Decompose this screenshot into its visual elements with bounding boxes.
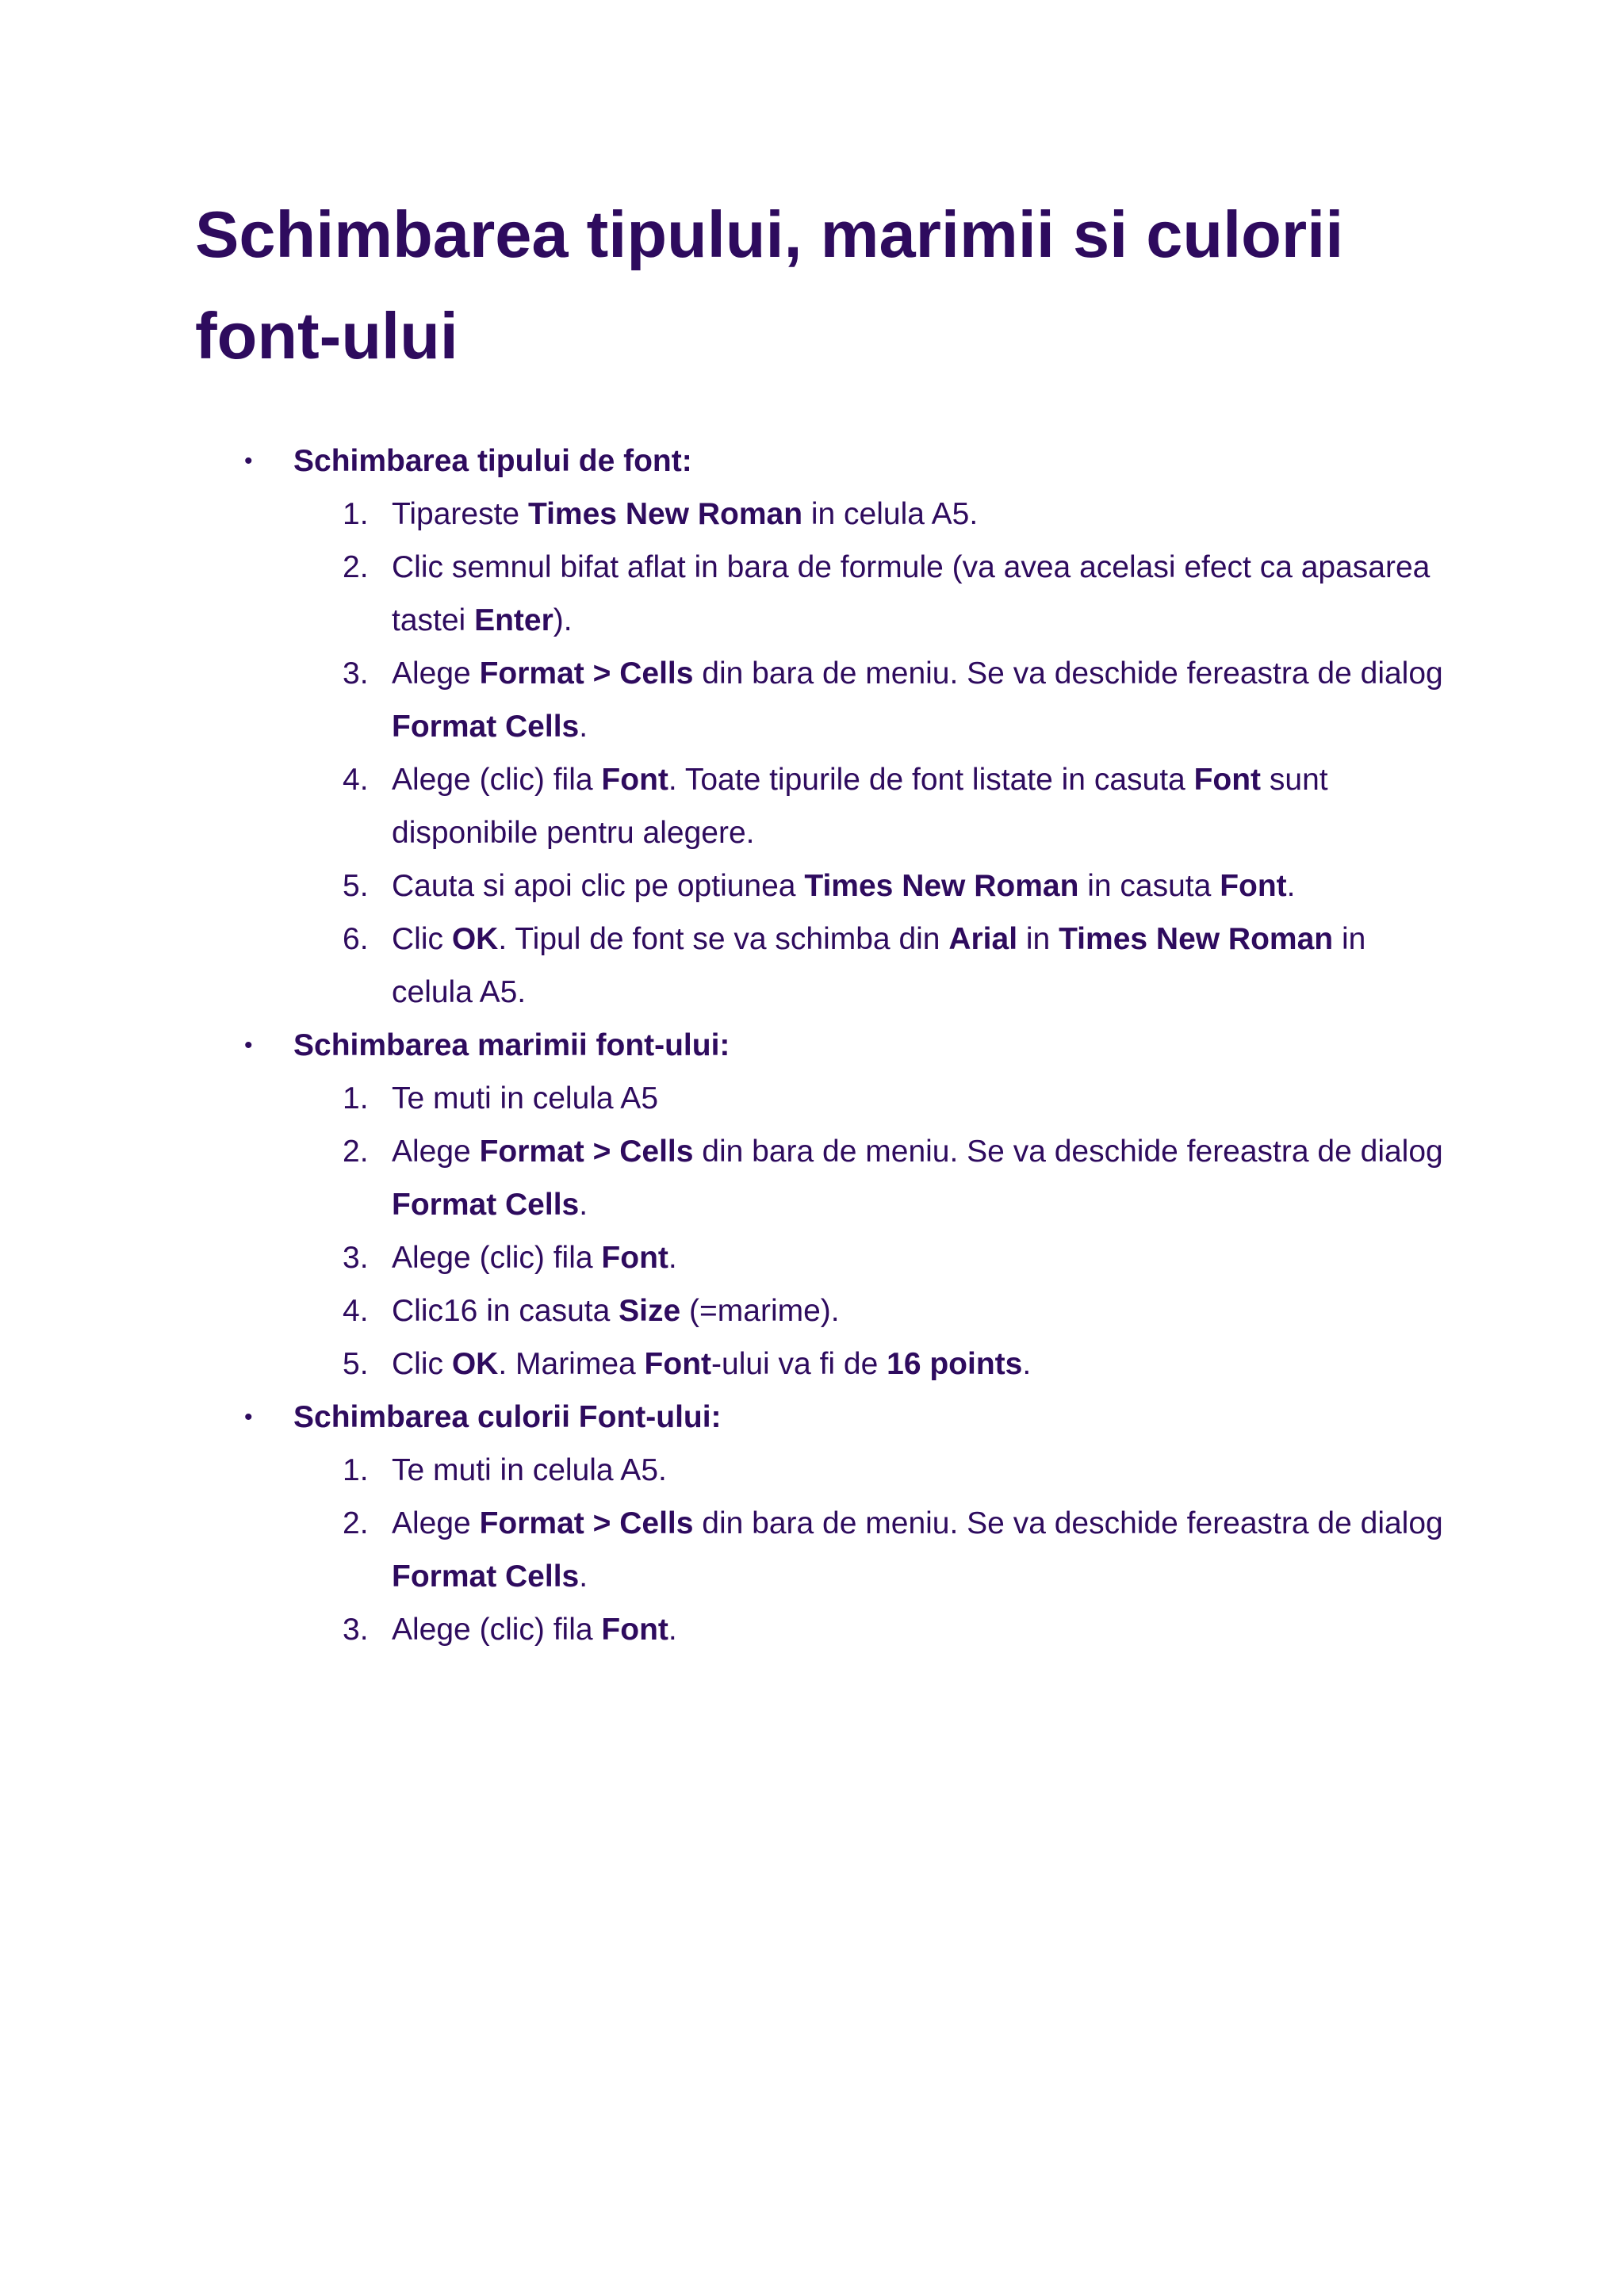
step-item [293,753,1454,859]
step-text: in [1017,922,1059,956]
step-number: 2. [343,1135,369,1169]
step-number: 3. [343,656,369,691]
step-text: Clic semnul bifat aflat in bara de formule (va avea acelasi efect ca apasarea tastei [392,550,1431,637]
step-emphasis: Format Cells [392,1188,580,1222]
step-text: Te muti in celula A5 [392,1081,659,1115]
step-emphasis: Times New Roman [1059,922,1334,956]
step-item [293,1497,1454,1603]
step-item [293,647,1454,753]
step-emphasis: Times New Roman [804,869,1079,903]
step-text: Alege (clic) fila [392,1241,602,1275]
step-text: . [579,1559,588,1594]
step-text: din bara de meniu. Se va deschide fereastra de dialog [693,656,1443,691]
step-text: Alege (clic) fila [392,763,602,797]
bullet-marker: • [244,1032,253,1058]
section-heading: Schimbarea culorii Font-ului: [293,1400,722,1434]
step-number: 3. [343,1241,369,1275]
bullet-marker: • [244,448,253,474]
step-emphasis: Enter [474,603,553,637]
step-item [293,1444,1454,1497]
step-emphasis: 16 points [887,1347,1023,1381]
step-item [293,1603,1454,1656]
step-emphasis: Format > Cells [479,1135,694,1169]
step-item [293,1337,1454,1391]
step-text: . Marimea [498,1347,645,1381]
step-emphasis: Font [601,1613,668,1647]
step-emphasis: Font [601,763,668,797]
step-number: 6. [343,922,369,956]
step-emphasis: Font [1193,763,1262,797]
step-emphasis: Format Cells [392,710,580,744]
step-emphasis: Format > Cells [479,656,694,691]
step-text: . [1022,1347,1032,1381]
step-text: ). [553,603,573,637]
step-number: 2. [343,1506,369,1540]
step-text: Cauta si apoi clic pe optiunea [392,869,805,903]
step-emphasis: OK [451,1347,499,1381]
step-text: . [1286,869,1296,903]
step-number: 1. [343,497,369,531]
step-text: Alege (clic) fila [392,1613,602,1647]
step-text: . Tipul de font se va schimba din [498,922,949,956]
step-number: 4. [343,763,369,797]
step-item [293,859,1454,913]
step-text: din bara de meniu. Se va deschide fereastra de dialog [693,1135,1443,1169]
step-text: in casuta [1078,869,1220,903]
step-list [293,1444,1503,1656]
step-emphasis: Format > Cells [479,1506,694,1540]
step-number: 2. [343,550,369,584]
bullet-marker: • [244,1404,253,1430]
step-text: din bara de meniu. Se va deschide fereastra de dialog [693,1506,1443,1540]
step-emphasis: Arial [948,922,1018,956]
step-emphasis: Font [1220,869,1287,903]
step-text: Alege [392,1506,480,1540]
step-text: (=marime). [680,1294,840,1328]
step-text: -ului va fi de [711,1347,887,1381]
step-number: 5. [343,1347,369,1381]
step-text: . Toate tipurile de font listate in casuta [668,763,1194,797]
section-3 [195,1391,1503,1656]
step-item [293,1072,1454,1125]
step-text: Alege [392,656,480,691]
step-list [293,1072,1503,1391]
step-number: 3. [343,1613,369,1647]
step-emphasis: Font [644,1347,712,1381]
section-heading: Schimbarea marimii font-ului: [293,1028,730,1062]
step-number: 1. [343,1081,369,1115]
step-emphasis: Font [601,1241,668,1275]
step-item [293,1231,1454,1284]
step-text: Clic16 in casuta [392,1294,619,1328]
step-text: . [668,1241,677,1275]
step-text: in celula A5. [802,497,979,531]
step-item [293,1125,1454,1231]
step-text: . [668,1613,677,1647]
step-emphasis: OK [451,922,499,956]
step-emphasis: Size [619,1294,681,1328]
step-number: 5. [343,869,369,903]
step-item [293,913,1454,1019]
page-title: Schimbarea tipului, marimii si culorii font-ului [195,197,1344,373]
step-text: in celula A5. [392,922,1366,1009]
step-text: sunt disponibile pentru alegere. [392,763,1328,850]
step-text: . [579,1188,588,1222]
step-text: Alege [392,1135,480,1169]
step-text: Te muti in celula A5. [392,1453,667,1487]
step-item [293,1284,1454,1337]
step-emphasis: Times New Roman [527,497,803,531]
section-1 [195,434,1503,1019]
step-item [293,488,1454,541]
step-item [293,541,1454,647]
section-2 [195,1019,1503,1391]
section-list [195,434,1503,1656]
step-text: Clic [392,922,452,956]
step-text: Tipareste [392,497,528,531]
section-heading: Schimbarea tipului de font: [293,444,692,478]
step-text: Clic [392,1347,452,1381]
step-emphasis: Format Cells [392,1559,580,1594]
step-text: . [579,710,588,744]
step-list [293,488,1503,1019]
step-number: 4. [343,1294,369,1328]
step-number: 1. [343,1453,369,1487]
